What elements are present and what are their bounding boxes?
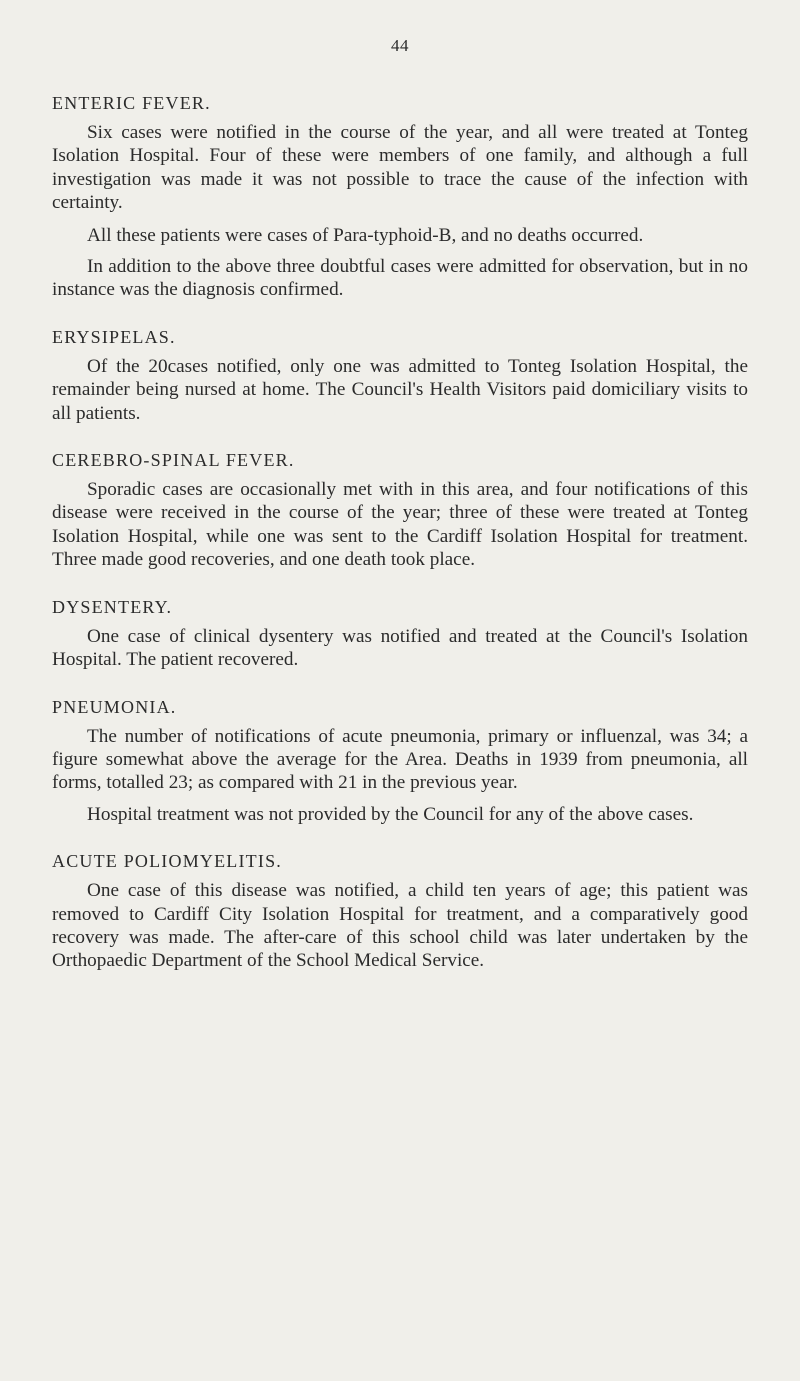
paragraph: Sporadic cases are occasionally met with in this area, and four notifications of this disease were received in the course of the year; three of these were treated at Tonteg Isolation Hospital, while one was sent to the Cardiff Isolation Hospital for treatment. Three made good recoveries, and one death took place. (52, 479, 748, 571)
paragraph: Hospital treatment was not provided by the Council for any of the above cases. (87, 803, 694, 825)
paragraph: One case of this disease was notified, a child ten years of age; this patient was removed to Cardiff City Isolation Hospital for treatment, and a comparatively good recovery was made. The after-care of this school child was later undertaken by the Orthopaedic Department of the School Medical Service. (52, 880, 748, 972)
section-pneumonia (52, 696, 748, 827)
paragraph: In addition to the above three doubtful cases were admitted for observation, but in no instance was the diagnosis confirmed. (52, 256, 748, 301)
section-heading: ACUTE POLIOMYELITIS. (52, 851, 282, 872)
paragraph: All these patients were cases of Para-typhoid-B, and no deaths occurred. (87, 224, 644, 246)
section-heading: PNEUMONIA. (52, 696, 177, 717)
paragraph: One case of clinical dysentery was notified and treated at the Council's Isolation Hospital. The patient recovered. (52, 625, 748, 671)
document-body (52, 92, 748, 997)
paragraph: Six cases were notified in the course of the year, and all were treated at Tonteg Isolation Hospital. Four of these were members of one family, and although a full investigation was made it was not possible to trace the cause of the infection with certainty. (52, 122, 748, 214)
page-number: 44 (391, 36, 409, 55)
paragraph: Of the 20cases notified, only one was admitted to Tonteg Isolation Hospital, the remainder being nursed at home. The Council's Health Visitors paid domiciliary visits to all patients. (52, 355, 748, 424)
section-heading: ENTERIC FEVER. (52, 93, 211, 113)
section-acute-poliomyelitis (52, 850, 748, 973)
section-cerebro-spinal-fever (52, 449, 748, 572)
section-enteric-fever (52, 92, 748, 302)
section-erysipelas (52, 326, 748, 425)
section-heading: CEREBRO-SPINAL FEVER. (52, 450, 295, 471)
paragraph: The number of notifications of acute pneumonia, primary or influenzal, was 34; a figure somewhat above the average for the Area. Deaths in 1939 from pneumonia, all forms, totalled 23; as compared with 21 in the previous year. (52, 725, 748, 794)
section-heading: DYSENTERY. (52, 596, 173, 617)
section-heading: ERYSIPELAS. (52, 326, 176, 347)
section-dysentery (52, 596, 748, 672)
